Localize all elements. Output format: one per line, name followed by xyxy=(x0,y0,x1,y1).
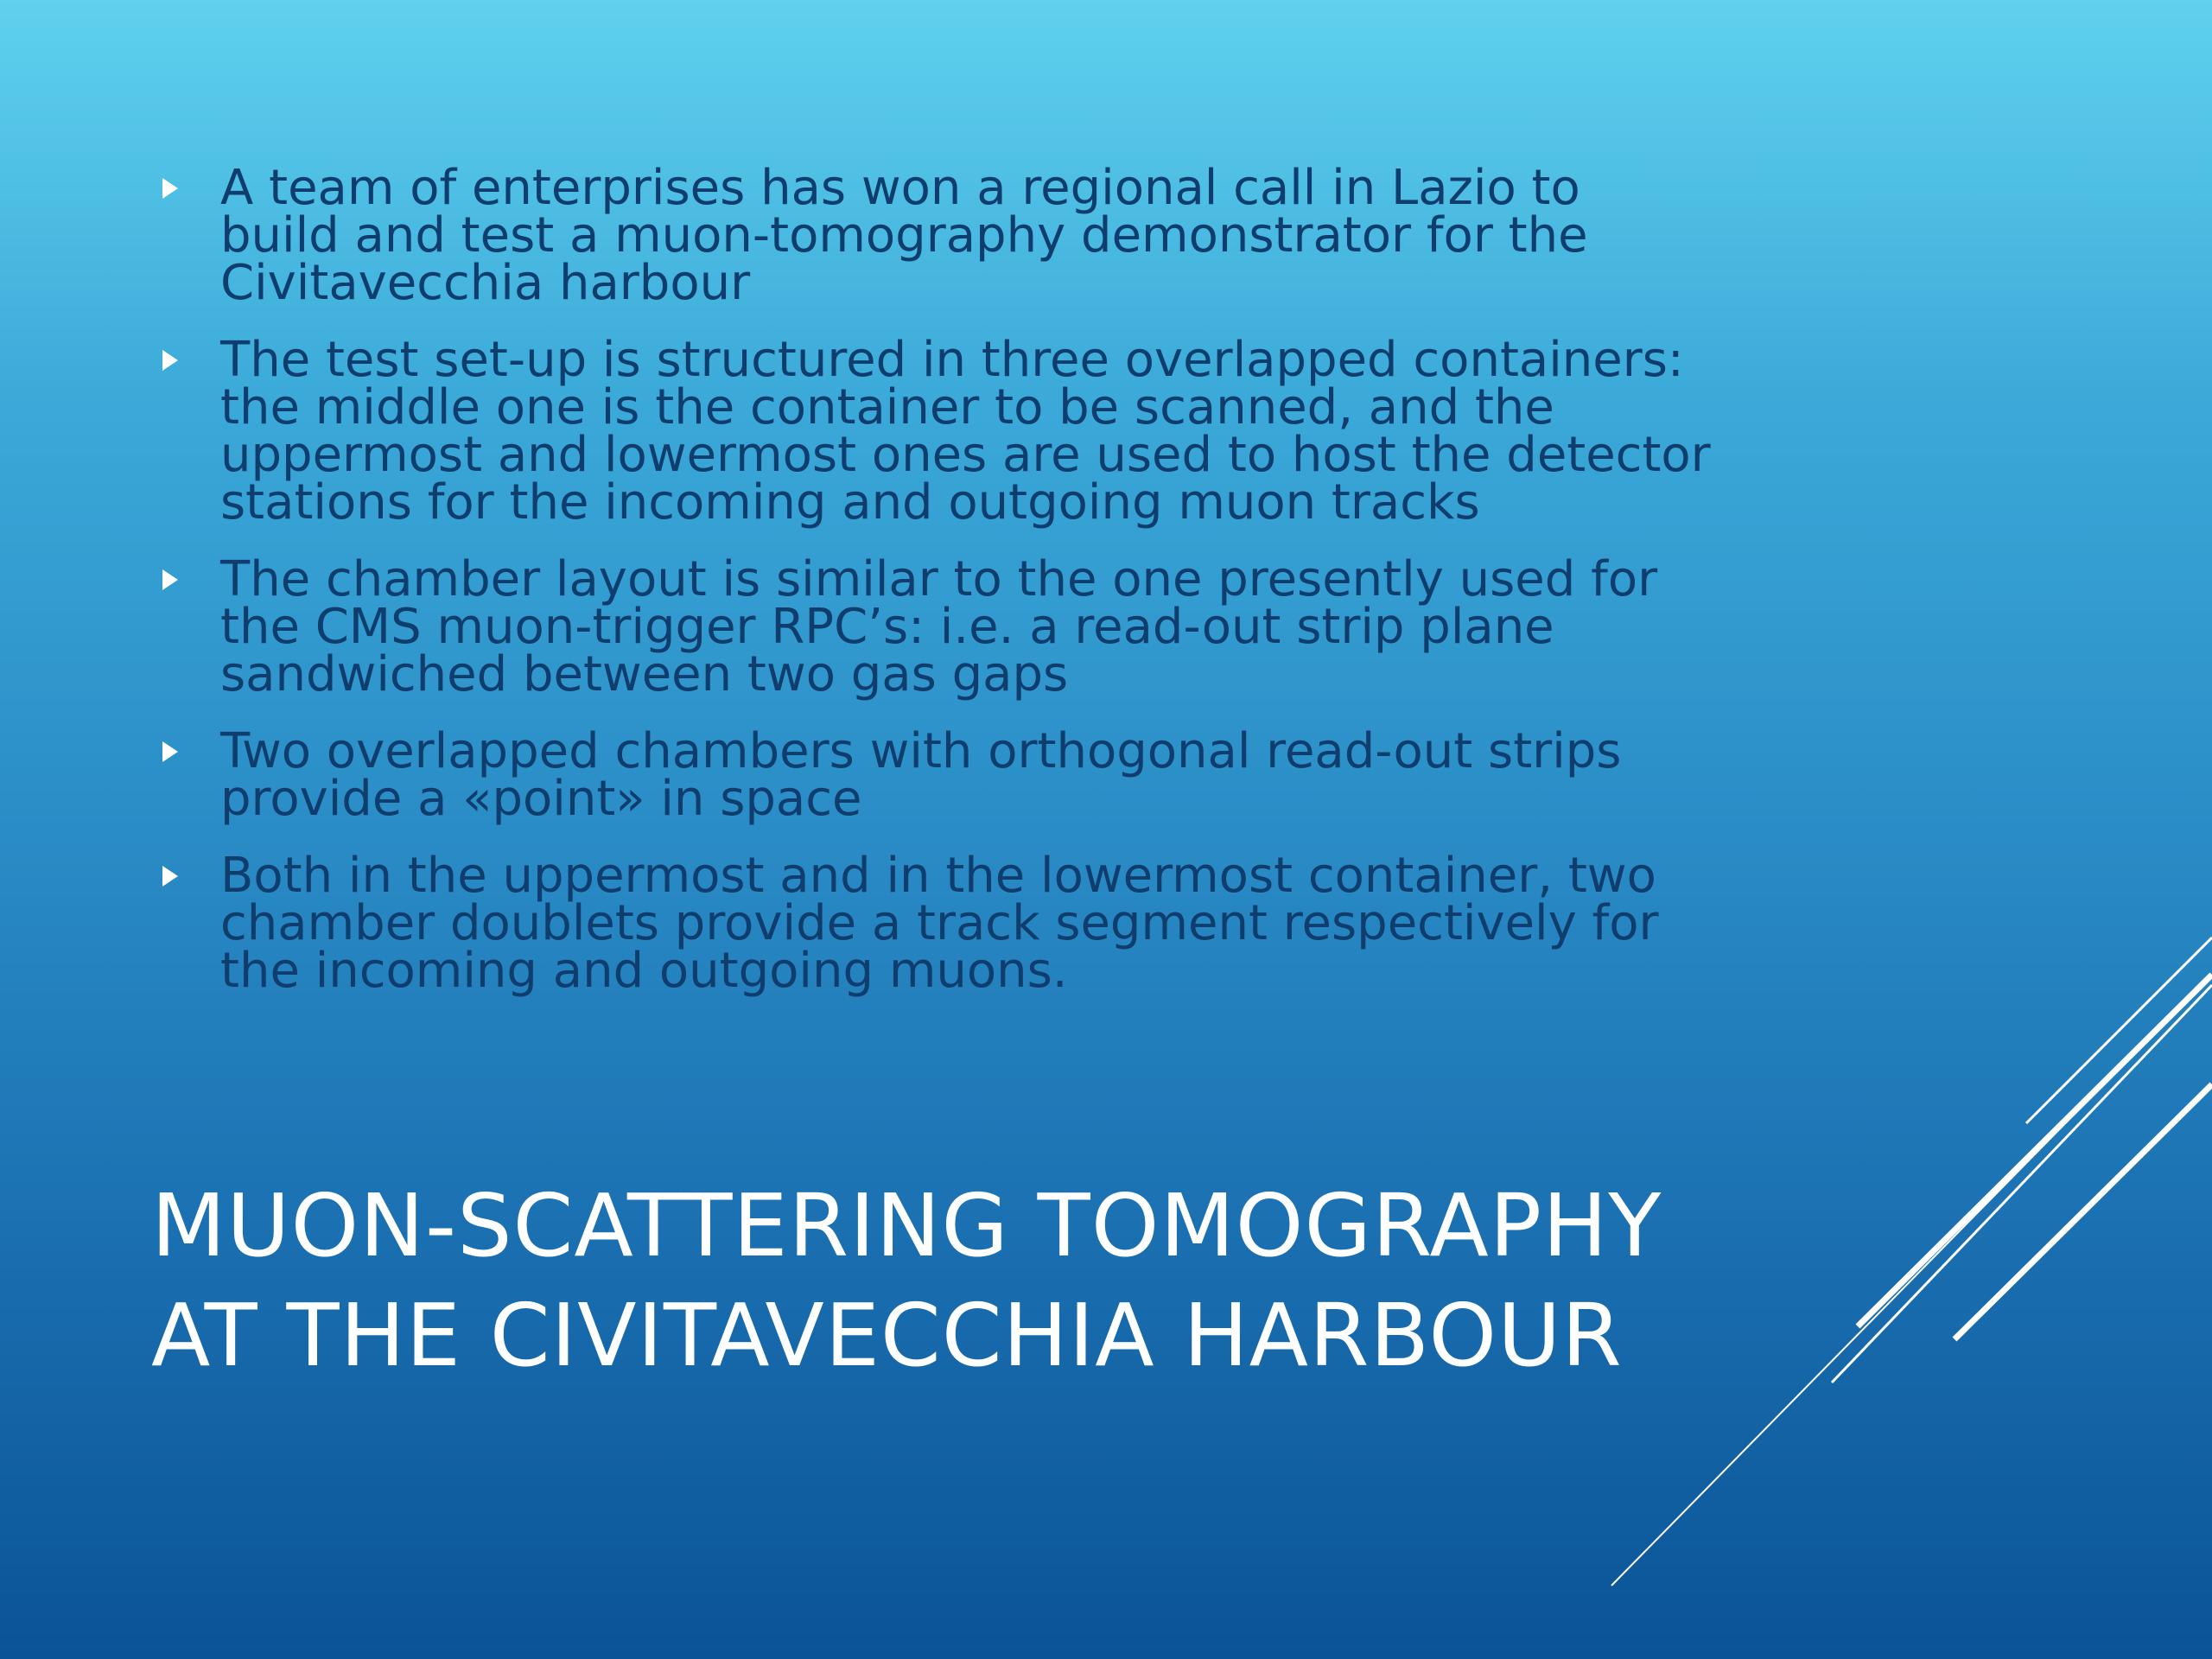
diagonal-line xyxy=(1955,1084,2212,1339)
bullet-text: Two overlapped chambers with orthogonal read-out strips provide a «point» in space xyxy=(220,723,1622,827)
diagonal-line xyxy=(1611,1115,2074,1586)
title-line-1: MUON-SCATTERING TOMOGRAPHY xyxy=(151,1175,1662,1276)
diagonal-line xyxy=(1832,985,2212,1382)
bullet-text: The chamber layout is similar to the one presently used for the CMS muon-trigger RPC’s: i.e. a read-out strip plane sandwiched between two gas gaps xyxy=(220,551,1658,702)
bullet-text: A team of enterprises has won a regional call in Lazio to build and test a muon-tomography demonstrator for the Civitavecchia harbour xyxy=(220,160,1588,311)
bullet-text: The test set-up is structured in three overlapped containers: the middle one is the container to be scanned, and the uppermost and lowermost ones are used to host the detector stations for the incoming and outgoing muon tracks xyxy=(220,332,1711,531)
diagonal-line xyxy=(2026,938,2212,1123)
title-line-2: AT THE CIVITAVECCHIA HARBOUR xyxy=(151,1285,1623,1386)
bullet-text: Both in the uppermost and in the lowermost container, two chamber doublets provide a track segment respectively for the incoming and outgoing muons. xyxy=(220,848,1659,999)
diagonal-line xyxy=(1858,975,2212,1326)
